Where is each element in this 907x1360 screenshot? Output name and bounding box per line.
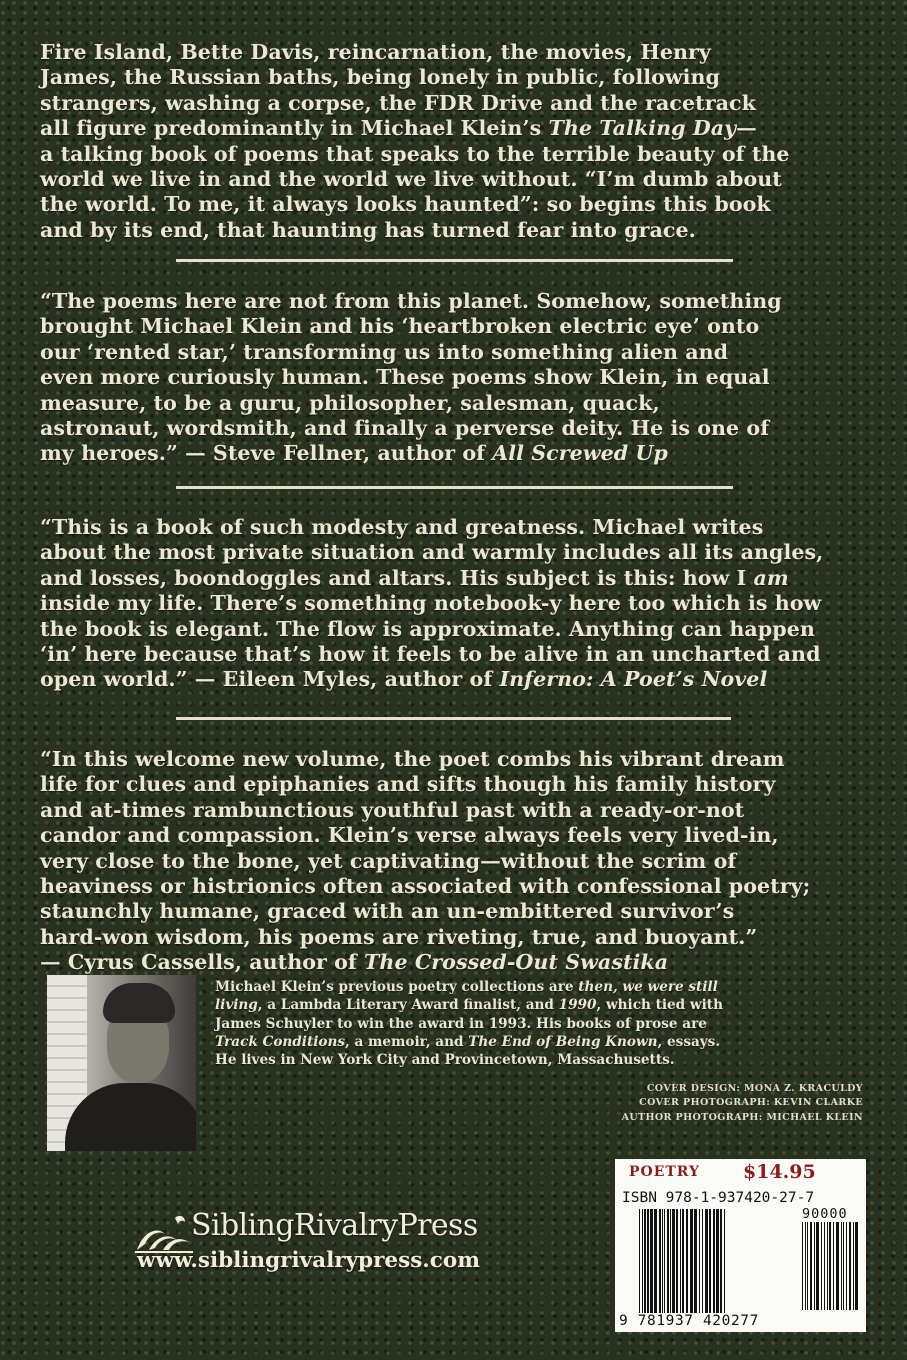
barcode-bar [829, 1222, 831, 1310]
isbn: ISBN 978-1-937420-27-7 [622, 1190, 815, 1206]
text-line [40, 667, 870, 692]
text-line [215, 978, 865, 996]
book-title: All Screwed Up [492, 441, 668, 466]
text-line: ‘in’ here because that’s how it feels to be alive in an uncharted and [40, 642, 821, 667]
text-line: strangers, washing a corpse, the FDR Drive and the racetrack [40, 90, 756, 115]
barcode-bar [686, 1209, 688, 1313]
text-line: James Schuyler to win the award in 1993. His books of prose are [215, 1015, 707, 1032]
text-line: staunchly humane, graced with an un-embittered survivor’s [40, 899, 735, 924]
barcode-bar [702, 1209, 703, 1313]
author-photo-credit: AUTHOR PHOTOGRAPH: MICHAEL KLEIN [621, 1111, 863, 1123]
barcode-bar [846, 1222, 847, 1310]
genre-label: POETRY [629, 1164, 701, 1180]
barcode-bar [802, 1222, 803, 1310]
barcode-bar [667, 1209, 669, 1313]
blurb-cassells [40, 747, 870, 976]
barcode-bar [705, 1209, 708, 1313]
book-title: then, we were still [578, 979, 718, 995]
book-title: 1990 [558, 997, 597, 1014]
text-line: the book is elegant. The flow is approximate. Anything can happen [40, 616, 815, 641]
text-line: hard-won wisdom, his poems are riveting, true, and buoyant.” [40, 924, 758, 949]
text-line [40, 441, 870, 466]
book-description [40, 40, 870, 243]
text-line: astronaut, wordsmith, and finally a perverse deity. He is one of [40, 416, 770, 441]
barcode-bar [650, 1209, 653, 1313]
text-line: and at-times rambunctious youthful past with a ready-or-not [40, 797, 745, 822]
text-line [40, 116, 870, 141]
book-title: The Crossed-Out Swastika [364, 950, 669, 975]
barcode-bar [659, 1209, 661, 1313]
text-line: James, the Russian baths, being lonely in public, following [40, 65, 720, 90]
book-title: Inferno: A Poet’s Novel [499, 667, 768, 692]
blurb-fellner [40, 289, 870, 467]
book-title: The Talking Day [548, 116, 737, 141]
photo-figure-hair [103, 983, 175, 1023]
text-line: very close to the bone, yet captivating—without the scrim of [40, 848, 737, 873]
divider [176, 717, 731, 720]
barcode-bar [724, 1209, 725, 1313]
barcode-bar [814, 1222, 815, 1310]
barcode-bar [654, 1209, 657, 1313]
barcode-bar [833, 1222, 834, 1310]
text-line: candor and compassion. Klein’s verse always feels very lived-in, [40, 823, 779, 848]
publisher-name: SiblingRivalryPress [191, 1208, 478, 1243]
text-line: measure, to be a guru, philosopher, salesman, quack, [40, 390, 660, 415]
text-line: even more curiously human. These poems show Klein, in equal [40, 365, 770, 390]
cover-photo-credit: COVER PHOTOGRAPH: KEVIN CLARKE [639, 1097, 863, 1109]
publisher-url: www.siblingrivalrypress.com [137, 1248, 480, 1273]
blurb-myles [40, 515, 870, 693]
text-line: He lives in New York City and Provincetown, Massachusetts. [215, 1052, 675, 1069]
book-title: The End of Being Known [468, 1033, 658, 1050]
barcode-bar [849, 1222, 851, 1310]
text-line: the world. To me, it always looks haunted”: so begins this book [40, 192, 771, 217]
barcode-bar [841, 1222, 842, 1310]
text-segment: , a memoir, and [345, 1033, 469, 1050]
text-line [215, 996, 865, 1014]
text-segment: and losses, boondoggles and altars. His subject is this: how I [40, 565, 754, 590]
barcode-bar [821, 1222, 822, 1310]
barcode-bar [807, 1222, 808, 1310]
text-segment: , essays. [657, 1033, 721, 1050]
barcode-bar [676, 1209, 678, 1313]
barcode-bar [672, 1209, 675, 1313]
barcode-bar [639, 1209, 640, 1313]
barcode-bar [836, 1222, 839, 1310]
barcode-box [615, 1159, 866, 1332]
divider [176, 259, 733, 262]
text-segment: , which tied with [596, 997, 723, 1014]
text-line: our ‘rented star,’ transforming us into something alien and [40, 339, 729, 364]
divider [176, 486, 733, 489]
text-segment: open world.” — Eileen Myles, author of [40, 667, 500, 692]
text-segment: — Cyrus Cassells, author of [40, 950, 365, 975]
book-title: Track Conditions [215, 1033, 346, 1050]
barcode-bar [855, 1222, 858, 1310]
text-line [215, 1033, 865, 1051]
barcode-bar [805, 1222, 806, 1310]
text-segment: , a Lambda Literary Award finalist, and [257, 997, 559, 1014]
text-line [40, 566, 870, 591]
text-line: Fire Island, Bette Davis, reincarnation, the movies, Henry [40, 40, 711, 64]
barcode-bar [720, 1209, 722, 1313]
addon-number: 90000 [802, 1206, 848, 1222]
book-title: living [215, 997, 258, 1014]
text-line: brought Michael Klein and his ‘heartbroken electric eye’ onto [40, 314, 760, 339]
barcode-bar [810, 1222, 812, 1310]
text-line: heaviness or histrionics often associated with confessional poetry; [40, 874, 811, 899]
barcode-bar [816, 1222, 819, 1310]
text-line: inside my life. There’s something notebook-y here too which is how [40, 591, 822, 616]
text-line: life for clues and epiphanies and sifts though his family history [40, 772, 776, 797]
barcode-bar [716, 1209, 719, 1313]
cover-design-credit: COVER DESIGN: MONA Z. KRACULDY [646, 1083, 863, 1094]
credits [622, 1082, 863, 1125]
ean-number: 9 781937 420277 [619, 1313, 759, 1329]
barcode-bar [670, 1209, 671, 1313]
barcode-bar [853, 1222, 854, 1310]
barcode-bar [642, 1209, 643, 1313]
text-line: a talking book of poems that speaks to the terrible beauty of the [40, 141, 790, 166]
text-line [40, 950, 870, 975]
barcode-bar [644, 1209, 646, 1313]
author-bio [215, 978, 865, 1069]
barcode-bar [713, 1209, 715, 1313]
price: $14.95 [743, 1161, 816, 1183]
emphasis: am [753, 565, 789, 590]
author-photo [47, 975, 196, 1151]
text-segment: my heroes.” — Steve Fellner, author of [40, 441, 493, 466]
ean-barcode [639, 1209, 797, 1315]
barcode-bar [694, 1209, 697, 1313]
barcode-bar [699, 1209, 700, 1313]
barcode-bar [664, 1209, 665, 1313]
barcode-bar [647, 1209, 649, 1313]
text-line: “The poems here are not from this planet. Somehow, something [40, 289, 782, 313]
text-segment: Michael Klein’s previous poetry collections are [215, 979, 579, 995]
barcode-bar [827, 1222, 828, 1310]
text-segment: — [736, 116, 757, 141]
barcode-bar [680, 1209, 681, 1313]
barcode-bar [709, 1209, 711, 1313]
text-line: and by its end, that haunting has turned fear into grace. [40, 217, 696, 242]
barcode-bar [662, 1209, 663, 1313]
text-segment: all figure predominantly in Michael Klein’s [40, 116, 549, 141]
barcode-bar [682, 1209, 684, 1313]
barcode-bar [690, 1209, 693, 1313]
text-line: “This is a book of such modesty and greatness. Michael writes [40, 515, 764, 539]
text-line: world we live in and the world we live without. “I’m dumb about [40, 167, 782, 192]
text-line: “In this welcome new volume, the poet combs his vibrant dream [40, 747, 785, 771]
addon-barcode [802, 1222, 860, 1310]
barcode-bar [824, 1222, 825, 1310]
barcode-bar [843, 1222, 844, 1310]
text-line: about the most private situation and warmly includes all its angles, [40, 540, 824, 565]
